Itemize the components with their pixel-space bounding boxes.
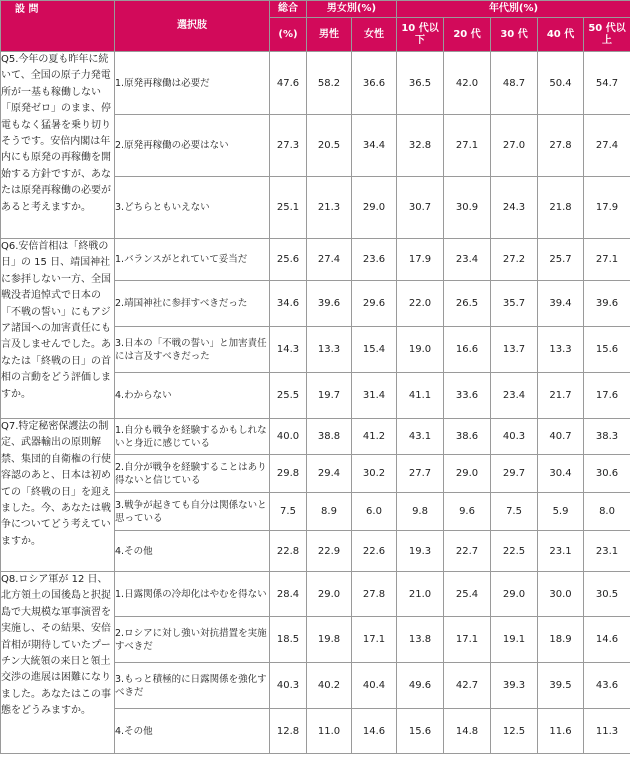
value-age-30: 23.4 (491, 373, 538, 419)
option-label: 4.わからない (115, 373, 270, 419)
value-age-40: 27.8 (538, 115, 584, 177)
value-age-20: 25.4 (444, 572, 491, 617)
table-row (1, 419, 630, 455)
header-total-unit: (%) (270, 18, 307, 52)
value-age-10: 43.1 (397, 419, 444, 455)
value-age-30: 7.5 (491, 493, 538, 531)
value-total: 14.3 (270, 327, 307, 373)
value-age-30: 48.7 (491, 52, 538, 115)
value-age-20: 9.6 (444, 493, 491, 531)
value-age-30: 29.0 (491, 572, 538, 617)
option-label: 1.バランスがとれていて妥当だ (115, 239, 270, 281)
value-female: 30.2 (352, 455, 397, 493)
value-total: 18.5 (270, 617, 307, 663)
value-age-10: 32.8 (397, 115, 444, 177)
value-age-40: 21.8 (538, 177, 584, 239)
header-age-10: 10 代以下 (397, 18, 444, 52)
value-age-30: 19.1 (491, 617, 538, 663)
value-female: 27.8 (352, 572, 397, 617)
value-total: 29.8 (270, 455, 307, 493)
table-row (1, 572, 630, 617)
option-label: 3.日本の「不戦の誓い」と加害責任には言及すべきだった (115, 327, 270, 373)
header-choice: 選択肢 (115, 1, 270, 52)
value-age-10: 15.6 (397, 709, 444, 754)
header-total: 総合 (270, 1, 307, 18)
value-female: 29.6 (352, 281, 397, 327)
value-age-20: 27.1 (444, 115, 491, 177)
value-age-50: 27.1 (584, 239, 630, 281)
value-age-40: 11.6 (538, 709, 584, 754)
value-female: 36.6 (352, 52, 397, 115)
value-age-50: 27.4 (584, 115, 630, 177)
value-age-10: 41.1 (397, 373, 444, 419)
value-age-10: 9.8 (397, 493, 444, 531)
value-female: 40.4 (352, 663, 397, 709)
value-age-50: 43.6 (584, 663, 630, 709)
option-label: 4.その他 (115, 709, 270, 754)
value-female: 41.2 (352, 419, 397, 455)
value-male: 29.0 (307, 572, 352, 617)
value-age-10: 22.0 (397, 281, 444, 327)
value-male: 11.0 (307, 709, 352, 754)
value-female: 34.4 (352, 115, 397, 177)
header-age: 年代別(%) (397, 1, 630, 18)
value-age-50: 8.0 (584, 493, 630, 531)
value-age-20: 17.1 (444, 617, 491, 663)
value-male: 39.6 (307, 281, 352, 327)
header-female: 女性 (352, 18, 397, 52)
value-age-10: 21.0 (397, 572, 444, 617)
value-total: 25.5 (270, 373, 307, 419)
value-female: 22.6 (352, 531, 397, 572)
value-age-50: 30.6 (584, 455, 630, 493)
header-age-20: 20 代 (444, 18, 491, 52)
option-label: 1.原発再稼働は必要だ (115, 52, 270, 115)
header-age-50: 50 代以上 (584, 18, 630, 52)
value-male: 38.8 (307, 419, 352, 455)
value-age-50: 11.3 (584, 709, 630, 754)
value-male: 13.3 (307, 327, 352, 373)
value-age-20: 16.6 (444, 327, 491, 373)
value-male: 20.5 (307, 115, 352, 177)
value-age-10: 27.7 (397, 455, 444, 493)
value-female: 29.0 (352, 177, 397, 239)
value-age-20: 33.6 (444, 373, 491, 419)
value-total: 22.8 (270, 531, 307, 572)
value-age-40: 40.7 (538, 419, 584, 455)
table-row (1, 52, 630, 115)
header-question: 設 問 (1, 1, 115, 52)
value-age-30: 12.5 (491, 709, 538, 754)
value-age-20: 38.6 (444, 419, 491, 455)
option-label: 2.自分が戦争を経験することはあり得ないと信じている (115, 455, 270, 493)
value-age-20: 26.5 (444, 281, 491, 327)
value-age-10: 49.6 (397, 663, 444, 709)
value-male: 27.4 (307, 239, 352, 281)
value-total: 27.3 (270, 115, 307, 177)
value-age-40: 21.7 (538, 373, 584, 419)
value-age-10: 17.9 (397, 239, 444, 281)
value-age-20: 22.7 (444, 531, 491, 572)
value-age-40: 23.1 (538, 531, 584, 572)
value-female: 14.6 (352, 709, 397, 754)
value-age-50: 17.6 (584, 373, 630, 419)
value-age-40: 50.4 (538, 52, 584, 115)
value-total: 25.6 (270, 239, 307, 281)
option-label: 2.ロシアに対し強い対抗措置を実施すべきだ (115, 617, 270, 663)
value-age-50: 54.7 (584, 52, 630, 115)
value-male: 19.8 (307, 617, 352, 663)
value-age-40: 25.7 (538, 239, 584, 281)
value-age-50: 39.6 (584, 281, 630, 327)
option-label: 2.靖国神社に参拝すべきだった (115, 281, 270, 327)
option-label: 3.どちらともいえない (115, 177, 270, 239)
value-age-30: 27.2 (491, 239, 538, 281)
header-male: 男性 (307, 18, 352, 52)
value-age-10: 36.5 (397, 52, 444, 115)
value-total: 28.4 (270, 572, 307, 617)
value-female: 6.0 (352, 493, 397, 531)
value-age-50: 23.1 (584, 531, 630, 572)
value-age-40: 13.3 (538, 327, 584, 373)
value-age-50: 14.6 (584, 617, 630, 663)
value-female: 31.4 (352, 373, 397, 419)
value-total: 40.3 (270, 663, 307, 709)
question-text: Q8.ロシア軍が 12 日、北方領土の国後島と択捉島で大規模な軍事演習を実施し、その結果、安倍首相が期待していたプーチン大統領の来日と領土交渉の進展は困難になりました。あなたはこの事態をどうみますか。 (1, 572, 115, 754)
header-age-40: 40 代 (538, 18, 584, 52)
value-male: 22.9 (307, 531, 352, 572)
value-age-30: 35.7 (491, 281, 538, 327)
value-total: 47.6 (270, 52, 307, 115)
survey-body (1, 52, 630, 754)
question-text: Q7.特定秘密保護法の制定、武器輸出の原則解禁、集団的自衛権の行使容認のあと、日本は初めての「終戦の日」を迎えました。今、あなたは戦争についてどう考えていますか。 (1, 419, 115, 572)
value-age-10: 19.3 (397, 531, 444, 572)
value-age-50: 38.3 (584, 419, 630, 455)
value-age-10: 13.8 (397, 617, 444, 663)
value-age-30: 22.5 (491, 531, 538, 572)
value-age-10: 19.0 (397, 327, 444, 373)
value-age-30: 29.7 (491, 455, 538, 493)
value-male: 21.3 (307, 177, 352, 239)
value-age-30: 39.3 (491, 663, 538, 709)
value-male: 29.4 (307, 455, 352, 493)
value-age-40: 39.4 (538, 281, 584, 327)
value-total: 12.8 (270, 709, 307, 754)
value-female: 17.1 (352, 617, 397, 663)
option-label: 3.戦争が起きても自分は関係ないと思っている (115, 493, 270, 531)
value-age-40: 39.5 (538, 663, 584, 709)
value-total: 40.0 (270, 419, 307, 455)
value-female: 15.4 (352, 327, 397, 373)
value-male: 58.2 (307, 52, 352, 115)
value-age-30: 13.7 (491, 327, 538, 373)
value-age-40: 5.9 (538, 493, 584, 531)
value-male: 19.7 (307, 373, 352, 419)
value-age-50: 15.6 (584, 327, 630, 373)
value-age-20: 30.9 (444, 177, 491, 239)
value-age-30: 24.3 (491, 177, 538, 239)
value-female: 23.6 (352, 239, 397, 281)
value-age-20: 23.4 (444, 239, 491, 281)
value-age-50: 17.9 (584, 177, 630, 239)
option-label: 1.自分も戦争を経験するかもしれないと身近に感じている (115, 419, 270, 455)
question-text: Q5.今年の夏も昨年に続いて、全国の原子力発電所が一基も稼働しない「原発ゼロ」のまま、停電もなく猛暑を乗り切りそうです。安倍内閣は年内にも原発の再稼働を開始する方針ですが、あなたは原発再稼働の必要があると考えますか。 (1, 52, 115, 239)
value-male: 40.2 (307, 663, 352, 709)
value-age-20: 42.7 (444, 663, 491, 709)
value-total: 25.1 (270, 177, 307, 239)
value-age-50: 30.5 (584, 572, 630, 617)
value-age-20: 14.8 (444, 709, 491, 754)
value-age-30: 40.3 (491, 419, 538, 455)
value-total: 7.5 (270, 493, 307, 531)
value-age-20: 29.0 (444, 455, 491, 493)
option-label: 1.日露関係の冷却化はやむを得ない (115, 572, 270, 617)
value-age-10: 30.7 (397, 177, 444, 239)
option-label: 3.もっと積極的に日露関係を強化すべきだ (115, 663, 270, 709)
option-label: 2.原発再稼働の必要はない (115, 115, 270, 177)
value-age-20: 42.0 (444, 52, 491, 115)
header-gender: 男女別(%) (307, 1, 397, 18)
option-label: 4.その他 (115, 531, 270, 572)
value-age-40: 18.9 (538, 617, 584, 663)
question-text: Q6.安倍首相は「終戦の日」の 15 日、靖国神社に参拝しない一方、全国戦没者追悼式で日本の「不戦の誓い」にもアジア諸国への加害責任にも言及しませんでした。あなたは「終戦の日」の首相の言動をどう評価しますか。 (1, 239, 115, 419)
value-age-30: 27.0 (491, 115, 538, 177)
value-age-40: 30.0 (538, 572, 584, 617)
header-age-30: 30 代 (491, 18, 538, 52)
value-total: 34.6 (270, 281, 307, 327)
value-male: 8.9 (307, 493, 352, 531)
value-age-40: 30.4 (538, 455, 584, 493)
table-row (1, 239, 630, 281)
